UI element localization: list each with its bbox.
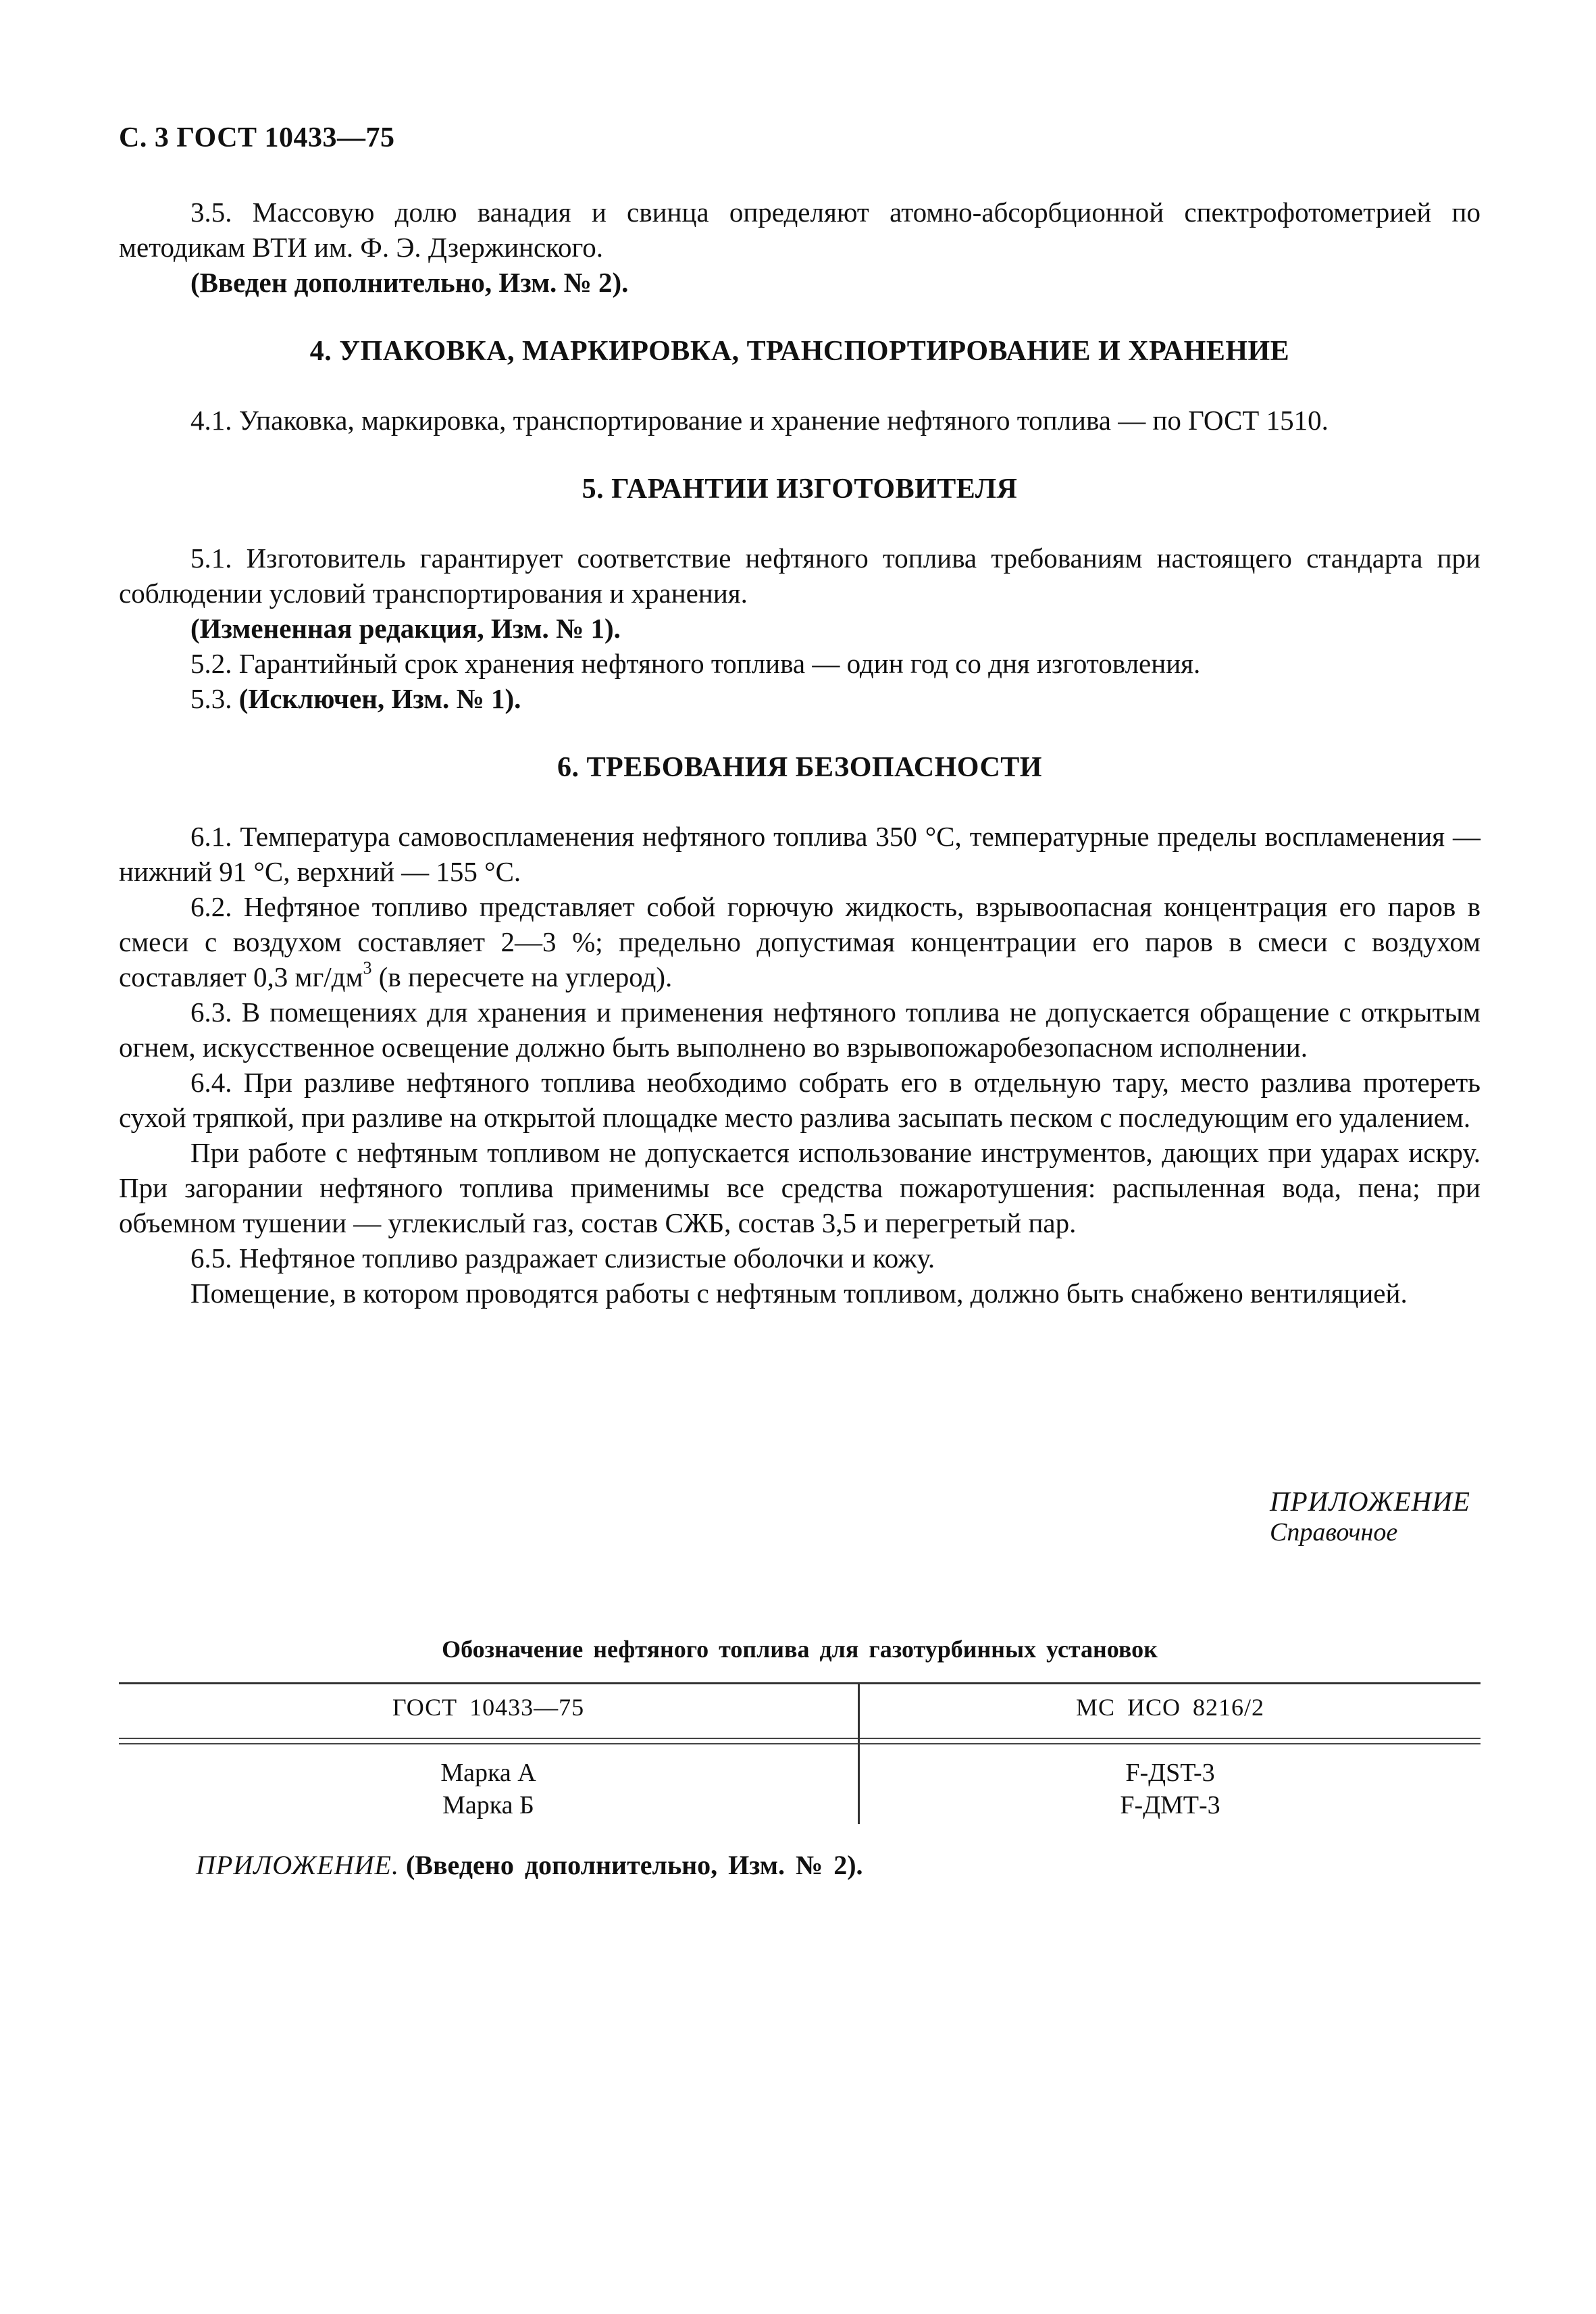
table-cell: F-ДМТ-3 bbox=[1120, 1791, 1220, 1819]
paragraph-6-1: 6.1. Температура самовоспламенения нефтяного топлива 350 °С, температурные пределы воспламенения — нижний 91 °С, верхний — 155 °С. bbox=[119, 821, 1481, 887]
paragraph-6-5: 6.5. Нефтяное топливо раздражает слизистые оболочки и кожу. bbox=[190, 1242, 935, 1274]
paragraph-5-3 bbox=[119, 681, 1481, 716]
table-header-rule-2 bbox=[119, 1743, 1481, 1744]
section-6-title: 6. ТРЕБОВАНИЯ БЕЗОПАСНОСТИ bbox=[557, 752, 1042, 783]
footer-appendix-label: ПРИЛОЖЕНИЕ. bbox=[196, 1850, 399, 1880]
section-4-title: 4. УПАКОВКА, МАРКИРОВКА, ТРАНСПОРТИРОВАНИЕ И ХРАНЕНИЕ bbox=[309, 336, 1290, 367]
footer-note bbox=[196, 1849, 863, 1881]
paragraph-3-5: 3.5. Массовую долю ванадия и свинца определяют атомно-абсорбционной спектрофотометрией по методикам ВТИ им. Ф. Э. Дзержинского. bbox=[119, 197, 1481, 263]
section-5-title: 5. ГАРАНТИИ ИЗГОТОВИТЕЛЯ bbox=[582, 474, 1018, 505]
amendment-note-5-1: (Измененная редакция, Изм. № 1). bbox=[190, 613, 621, 644]
table-title: Обозначение нефтяного топлива для газотурбинных установок bbox=[442, 1636, 1158, 1663]
paragraph-6-3: 6.3. В помещениях для хранения и применения нефтяного топлива не допускается обращение с открытым огнем, искусственное освещение должно быть выполнено во взрывопожаробезопасном исполнении. bbox=[119, 997, 1481, 1063]
table-cell: Марка А bbox=[440, 1759, 536, 1787]
table-top-rule bbox=[119, 1682, 1481, 1684]
paragraph-6-4: 6.4. При разливе нефтяного топлива необходимо собрать его в отдельную тару, место разлива протереть сухой тряпкой, при разливе на открытой площадке место разлива засыпать песком с последующим его удалением. bbox=[119, 1067, 1481, 1133]
table-cell: Марка Б bbox=[442, 1791, 534, 1819]
table-column-iso bbox=[860, 1757, 1481, 1821]
paragraph-5-2: 5.2. Гарантийный срок хранения нефтяного топлива — один год со дня изготовления. bbox=[190, 648, 1201, 679]
paragraph-4-1: 4.1. Упаковка, маркировка, транспортирование и хранение нефтяного топлива — по ГОСТ 1510. bbox=[190, 405, 1329, 436]
page-header: С. 3 ГОСТ 10433—75 bbox=[119, 122, 395, 153]
table-header-gost: ГОСТ 10433—75 bbox=[392, 1694, 585, 1721]
appendix-heading bbox=[1270, 1485, 1470, 1547]
paragraph-6-4-cont: При работе с нефтяным топливом не допускается использование инструментов, дающих при ударах искру. При загорании нефтяного топлива применимы все средства пожаротушения: распыленная вода, пена; при объемном тушении — углекислый газ, состав СЖБ, состав 3,5 и перегретый пар. bbox=[119, 1137, 1481, 1238]
amendment-note-5-3: (Исключен, Изм. № 1). bbox=[238, 683, 521, 714]
superscript-3: 3 bbox=[363, 958, 372, 978]
table-header-rule bbox=[119, 1738, 1481, 1739]
appendix-label: ПРИЛОЖЕНИЕ bbox=[1270, 1486, 1470, 1517]
paragraph-6-2-tail: (в пересчете на углерод). bbox=[371, 961, 673, 992]
paragraph-6-5-cont: Помещение, в котором проводятся работы с нефтяным топливом, должно быть снабжено вентиляцией. bbox=[190, 1278, 1408, 1309]
paragraph-6-2-text: 6.2. Нефтяное топливо представляет собой горючую жидкость, взрывоопасная концентрация его паров в смеси с воздухом составляет 2—3 %; предельно допустимая концентрации его паров в смеси с воздухом составляет 0,3 мг/дм bbox=[119, 891, 1481, 992]
paragraph-6-2 bbox=[119, 889, 1481, 995]
paragraph-5-3-number: 5.3. bbox=[190, 683, 232, 714]
amendment-note-3-5: (Введен дополнительно, Изм. № 2). bbox=[190, 267, 629, 298]
table-cell: F-ДST-3 bbox=[1125, 1759, 1215, 1787]
appendix-subtitle: Справочное bbox=[1270, 1518, 1398, 1546]
paragraph-5-1: 5.1. Изготовитель гарантирует соответствие нефтяного топлива требованиям настоящего стандарта при соблюдении условий транспортирования и хранения. bbox=[119, 543, 1481, 609]
footer-amendment: (Введено дополнительно, Изм. № 2). bbox=[405, 1850, 863, 1880]
table-header-iso: МС ИСО 8216/2 bbox=[1075, 1694, 1265, 1721]
designation-table bbox=[119, 1682, 1481, 1824]
document-body bbox=[119, 195, 1481, 1311]
table-column-gost bbox=[119, 1757, 858, 1821]
